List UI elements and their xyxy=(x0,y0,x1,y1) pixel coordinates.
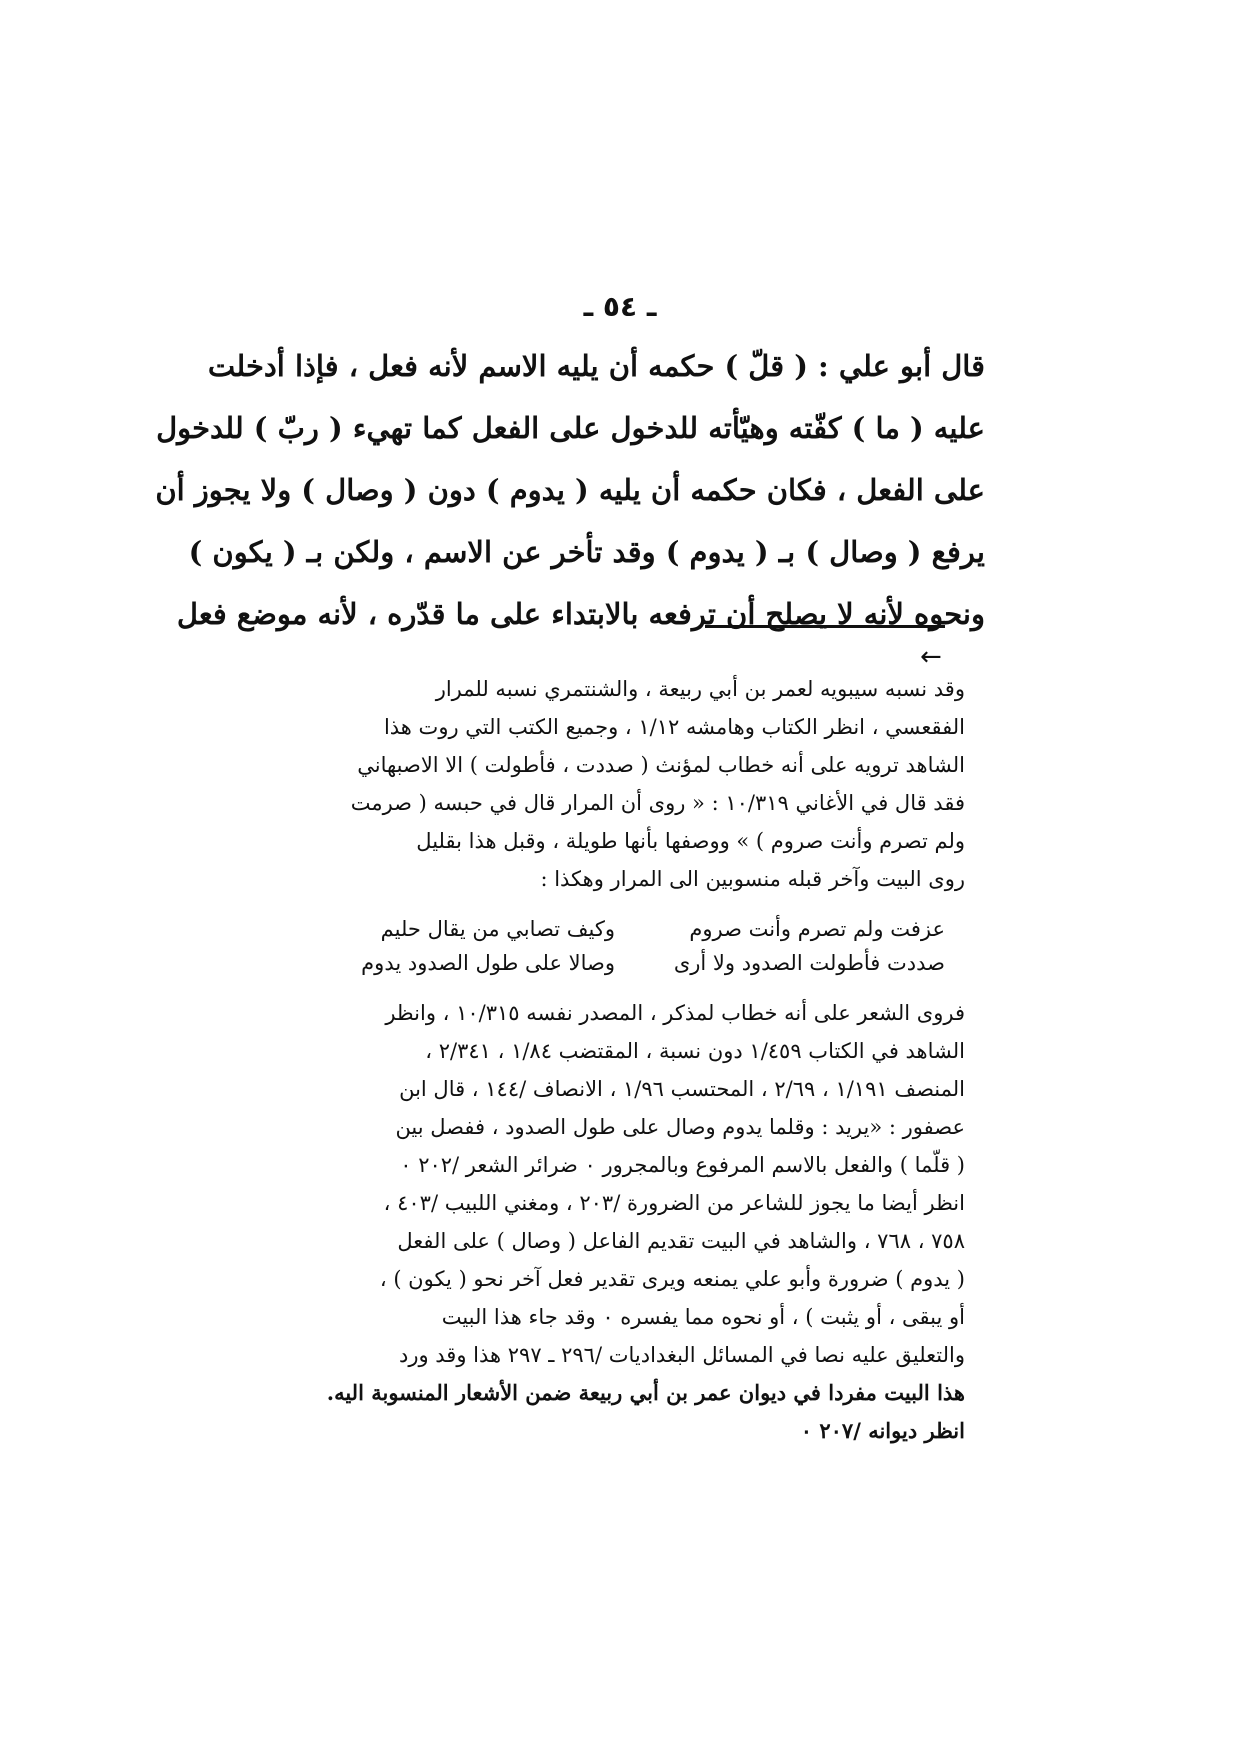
verse-second-hemistich: وصالا على طول الصدود يدوم xyxy=(361,951,615,975)
footnote-line: انظر أيضا ما يجوز للشاعر من الضرورة /٢٠٣ ، ومغني اللبيب /٤٠٣ ، xyxy=(383,1191,965,1215)
footnote-line: أو يبقى ، أو يثبت ) ، أو نحوه مما يفسره ٠ وقد جاء هذا البيت xyxy=(441,1305,965,1329)
footnote-line: روى البيت وآخر قبله منسوبين الى المرار وهكذا : xyxy=(540,867,965,891)
footnote-separator xyxy=(705,625,945,628)
footnote-line: انظر ديوانه /٢٠٧ ٠ xyxy=(800,1418,965,1443)
main-text-line: يرفع ( وصال ) بـ ( يدوم ) وقد تأخر عن الاسم ، ولكن بـ ( يكون ) xyxy=(188,535,985,569)
main-text xyxy=(155,335,985,645)
footnote-line: فقد قال في الأغاني ١٠/٣١٩ : « روى أن المرار قال في حبسه ( صرمت xyxy=(350,791,965,815)
verse-second-hemistich: وكيف تصابي من يقال حليم xyxy=(380,917,615,941)
main-text-line: ونحوه لأنه لا يصلح أن ترفعه بالابتداء على ما قدّره ، لأنه موضع فعل xyxy=(176,597,985,631)
footnote-line: المنصف ١/١٩١ ، ٢/٦٩ ، المحتسب ١/٩٦ ، الانصاف /١٤٤ ، قال ابن xyxy=(399,1077,965,1101)
verse-first-hemistich: عزفت ولم تصرم وأنت صروم xyxy=(689,917,945,941)
poem-verses xyxy=(275,912,965,980)
footnote-line: عصفور : «يريد : وقلما يدوم وصال على طول الصدود ، ففصل بين xyxy=(395,1115,965,1139)
footnote xyxy=(275,670,965,1450)
footnote-line: الشاهد ترويه على أنه خطاب لمؤنث ( صددت ، فأطولت ) الا الاصبهاني xyxy=(357,753,965,777)
footnote-line: ( قلّما ) والفعل بالاسم المرفوع وبالمجرور ٠ ضرائر الشعر /٢٠٢ ٠ xyxy=(400,1153,965,1177)
verse-row xyxy=(275,946,945,980)
footnote-line: فروى الشعر على أنه خطاب لمذكر ، المصدر نفسه ١٠/٣١٥ ، وانظر xyxy=(385,1001,965,1025)
footnote-line: الشاهد في الكتاب ١/٤٥٩ دون نسبة ، المقتضب ١/٨٤ ، ٢/٣٤١ ، xyxy=(425,1039,965,1063)
page-number: ـ ٥٤ ـ xyxy=(583,290,657,323)
footnote-line: وقد نسبه سيبويه لعمر بن أبي ربيعة ، والشنتمري نسبه للمرار xyxy=(435,677,965,701)
verse-first-hemistich: صددت فأطولت الصدود ولا أرى xyxy=(673,951,945,975)
main-text-line: عليه ( ما ) كفّته وهيّأته للدخول على الفعل كما تهيء ( ربّ ) للدخول xyxy=(156,411,985,445)
footnote-line: والتعليق عليه نصا في المسائل البغداديات /٢٩٦ ـ ٢٩٧ هذا وقد ورد xyxy=(398,1343,965,1367)
main-text-line: على الفعل ، فكان حكمه أن يليه ( يدوم ) دون ( وصال ) ولا يجوز أن xyxy=(155,473,985,507)
footnote-line: ولم تصرم وأنت صروم ) » ووصفها بأنها طويلة ، وقبل هذا بقليل xyxy=(416,829,965,853)
footnote-line: ٧٥٨ ، ٧٦٨ ، والشاهد في البيت تقديم الفاعل ( وصال ) على الفعل xyxy=(397,1229,965,1253)
footnote-line: هذا البيت مفردا في ديوان عمر بن أبي ربيعة ضمن الأشعار المنسوبة اليه. xyxy=(326,1380,965,1405)
main-text-line: قال أبو علي : ( قلّ ) حكمه أن يليه الاسم لأنه فعل ، فإذا أدخلت xyxy=(207,349,985,383)
footnote-line: ( يدوم ) ضرورة وأبو علي يمنعه ويرى تقدير فعل آخر نحو ( يكون ) ، xyxy=(379,1267,965,1291)
continuation-arrow-icon: ← xyxy=(920,642,942,672)
verse-row xyxy=(275,912,945,946)
footnote-line: الفقعسي ، انظر الكتاب وهامشه ١/١٢ ، وجميع الكتب التي روت هذا xyxy=(383,715,965,739)
